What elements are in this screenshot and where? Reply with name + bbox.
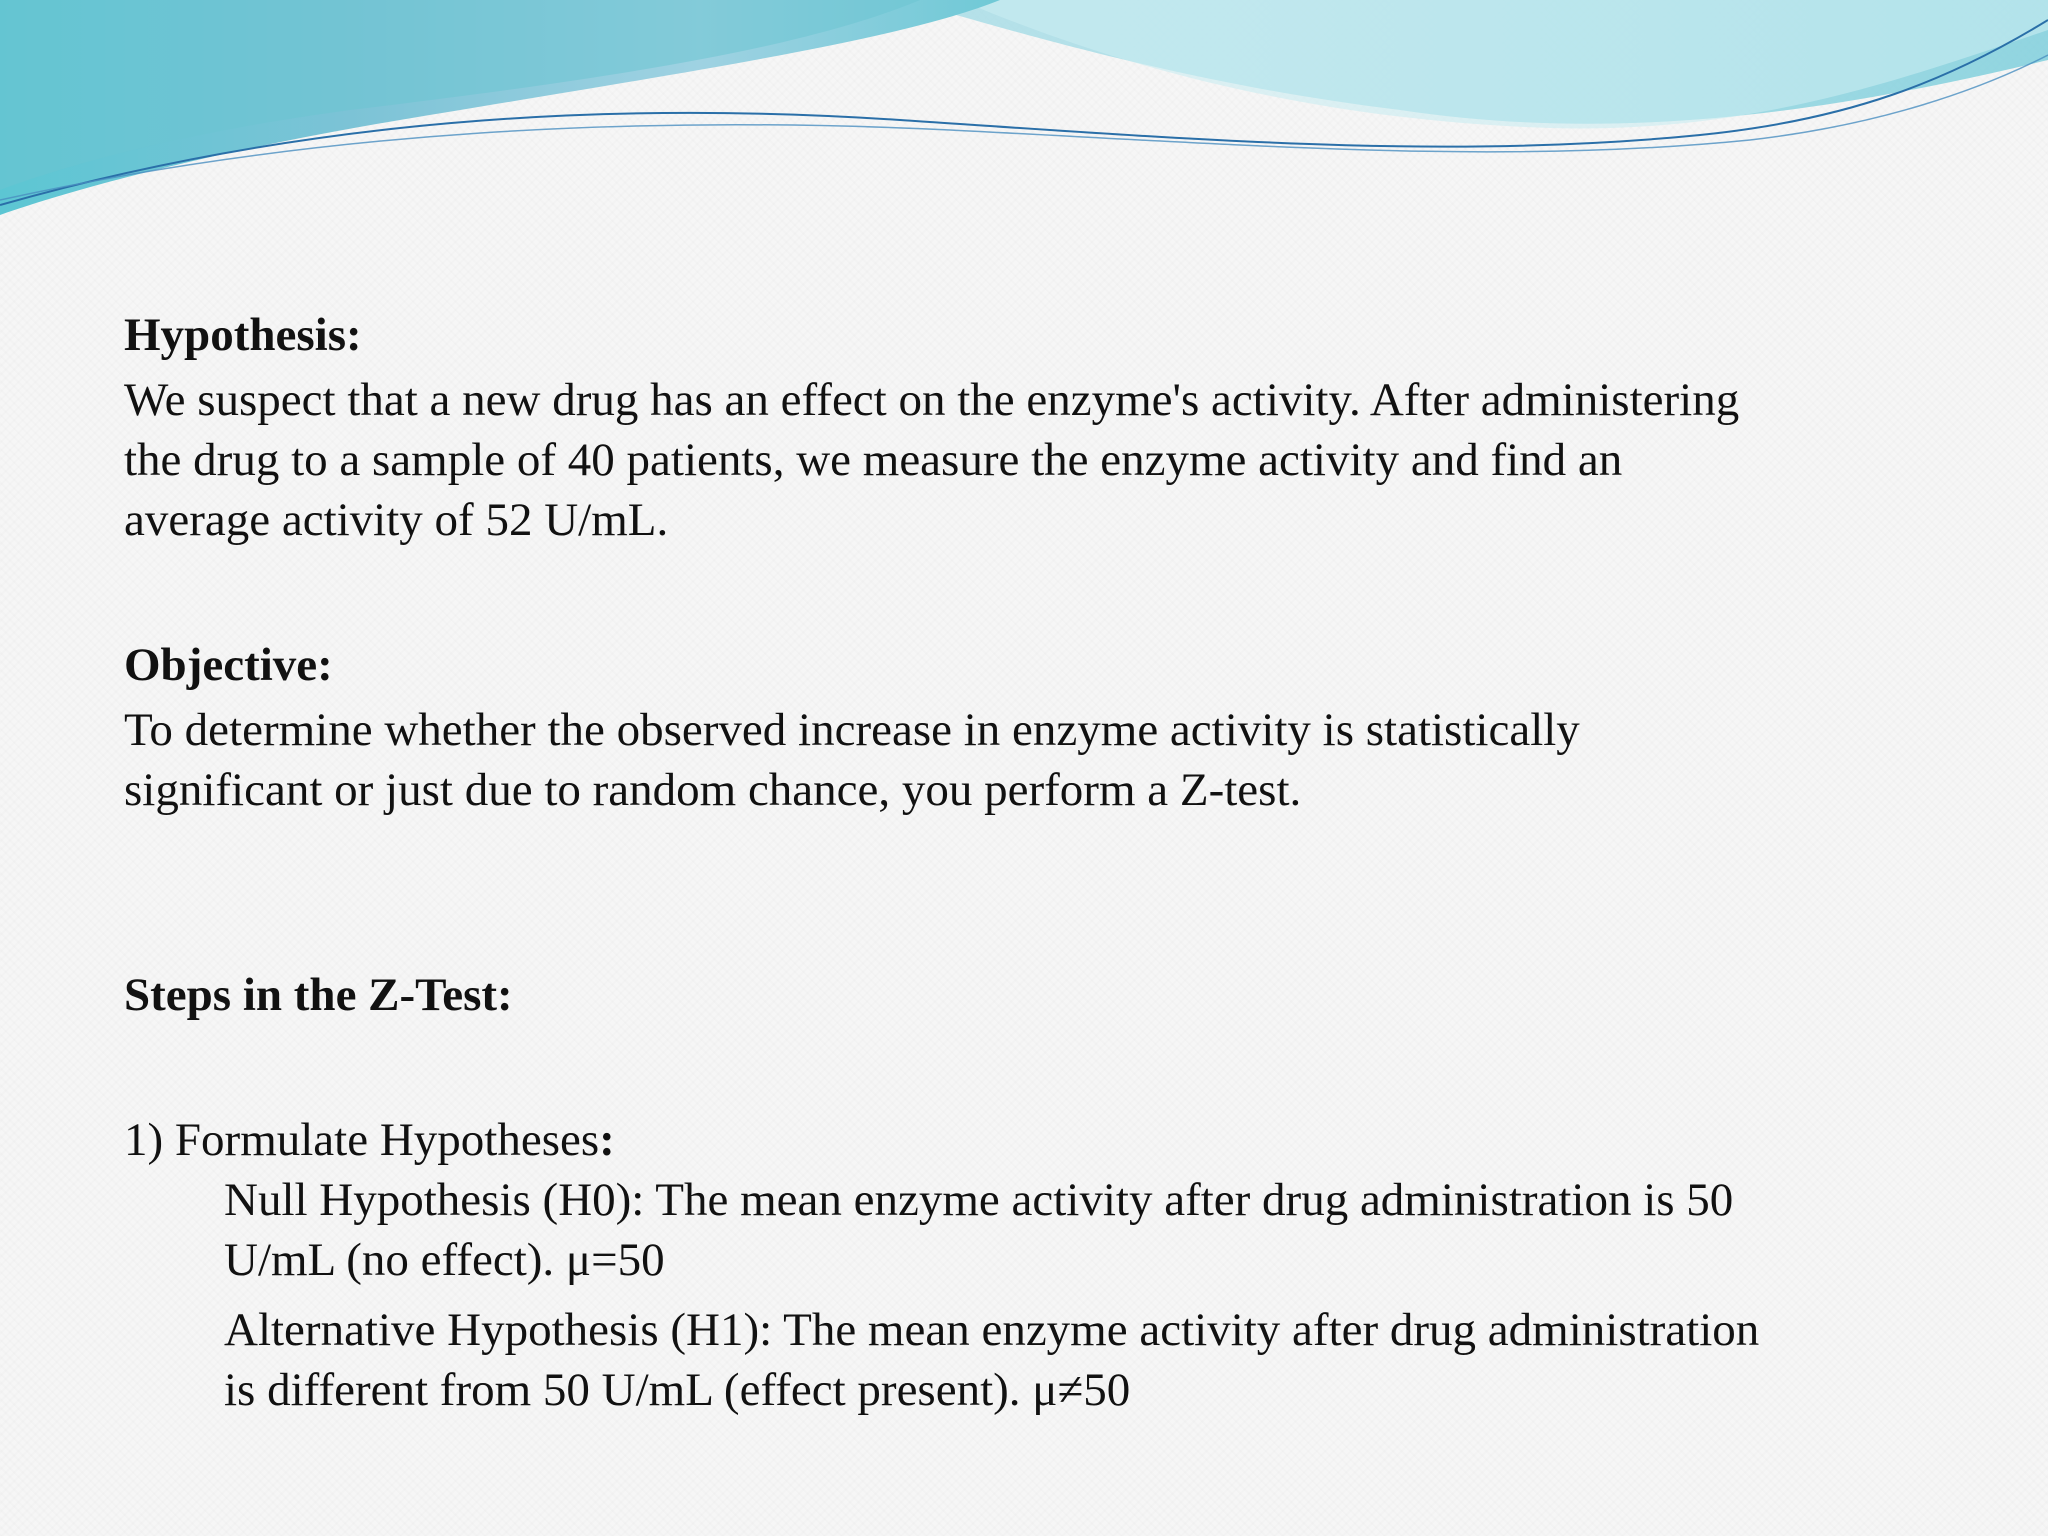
alternative-hypothesis-line: is different from 50 U/mL (effect present). μ≠50 (224, 1364, 1131, 1416)
objective-line: To determine whether the observed increase in enzyme activity is statistically (124, 704, 1580, 756)
step-1-title (124, 1110, 1924, 1170)
alternative-hypothesis-line: Alternative Hypothesis (H1): The mean enzyme activity after drug administration (224, 1304, 1760, 1356)
objective-text (124, 700, 1924, 820)
steps-heading: Steps in the Z-Test: (124, 969, 513, 1021)
objective-line: significant or just due to random chance, you perform a Z-test. (124, 764, 1302, 816)
null-hypothesis-line: U/mL (no effect). μ=50 (224, 1234, 665, 1286)
null-hypothesis (224, 1170, 1924, 1290)
step-1-title-colon: : (599, 1114, 615, 1166)
slide-content (124, 300, 1924, 1420)
step-1-details (124, 1170, 1924, 1420)
hypothesis-text (124, 370, 1924, 550)
null-hypothesis-line: Null Hypothesis (H0): The mean enzyme activity after drug administration is 50 (224, 1174, 1734, 1226)
hypothesis-line: We suspect that a new drug has an effect on the enzyme's activity. After administering (124, 374, 1740, 426)
step-1-title-text: 1) Formulate Hypotheses (124, 1114, 600, 1166)
header-wave-decoration (0, 0, 2048, 240)
hypothesis-heading: Hypothesis: (124, 309, 362, 361)
hypothesis-line: the drug to a sample of 40 patients, we measure the enzyme activity and find an (124, 434, 1623, 486)
objective-heading: Objective: (124, 639, 333, 691)
hypothesis-line: average activity of 52 U/mL. (124, 494, 669, 546)
alternative-hypothesis (224, 1300, 1924, 1420)
